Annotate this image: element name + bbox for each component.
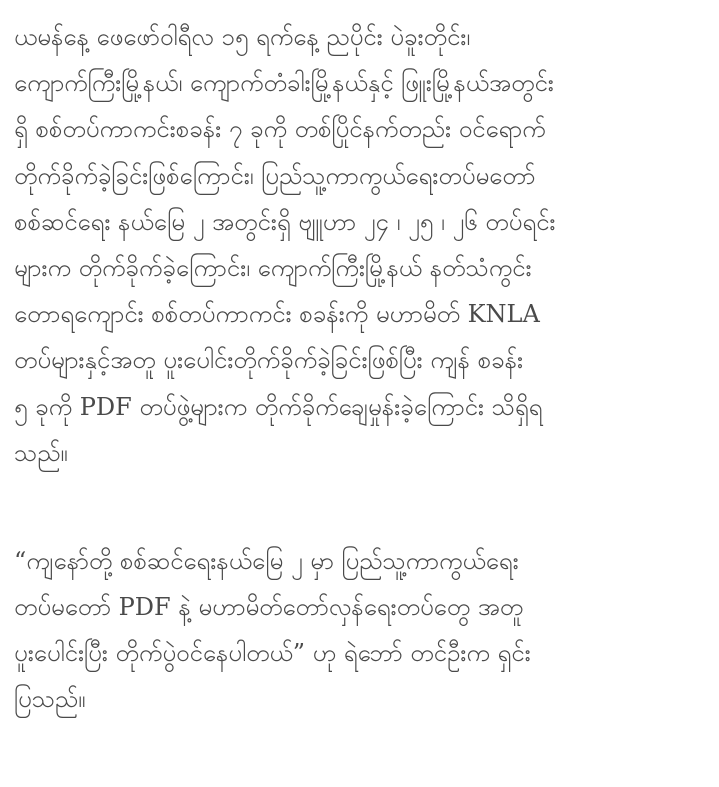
text-line: တိုက်ခိုက်ခဲ့ခြင်းဖြစ်ကြောင်း၊ ပြည်သူ့ကာကွယ်ရေးတပ်မတော် [14, 161, 536, 190]
text-line: ပူးပေါင်းပြီး တိုက်ပွဲဝင်နေပါတယ်” ဟု ရဲဘော် တင်ဦးက ရှင်း [14, 639, 531, 668]
text-line: ပြသည်။ [14, 685, 86, 714]
text-line: ၅ ခုကို PDF တပ်ဖွဲ့များက တိုက်ခိုက်ချေမှုန်းခဲ့ကြောင်း သိရှိရ [14, 392, 543, 421]
text-line: ကျောက်ကြီးမြို့နယ်၊ ကျောက်တံခါးမြို့နယ်နှင့် ဖြူးမြို့နယ်အတွင်း [14, 69, 554, 98]
article-paragraph-2-quote [14, 538, 714, 723]
text-line: ယမန်နေ့ ဖေဖော်ဝါရီလ ၁၅ ရက်နေ့ ညပိုင်း ပဲခူးတိုင်း၊ [14, 23, 471, 51]
text-line: “ကျနော်တို့ စစ်ဆင်ရေးနယ်မြေ ၂ မှာ ပြည်သူ့ကာကွယ်ရေး [14, 546, 519, 575]
article-paragraph-1 [14, 14, 714, 476]
text-line: တောရကျောင်း စစ်တပ်ကာကင်း စခန်းကို မဟာမိတ် KNLA [14, 300, 540, 329]
paragraph-spacer [14, 476, 714, 538]
text-line: တပ်များနှင့်အတူ ပူးပေါင်းတိုက်ခိုက်ခဲ့ခြင်းဖြစ်ပြီး ကျန် စခန်း [14, 346, 524, 375]
text-line: သည်။ [14, 438, 68, 467]
text-line: များက တိုက်ခိုက်ခဲ့ကြောင်း၊ ကျောက်ကြီးမြို့နယ် နတ်သံကွင်း [14, 253, 532, 282]
text-line: တပ်မတော် PDF နဲ့ မဟာမိတ်တော်လှန်ရေးတပ်တွေ အတူ [14, 593, 524, 622]
text-line: စစ်ဆင်ရေး နယ်မြေ ၂ အတွင်းရှိ ဗျူဟာ ၂၄ ၊ ၂၅ ၊ ၂၆ တပ်ရင်း [14, 207, 556, 236]
article-body [14, 14, 714, 723]
text-line: ရှိ စစ်တပ်ကာကင်းစခန်း ၇ ခုကို တစ်ပြိုင်နက်တည်း ဝင်ရောက် [14, 115, 546, 144]
